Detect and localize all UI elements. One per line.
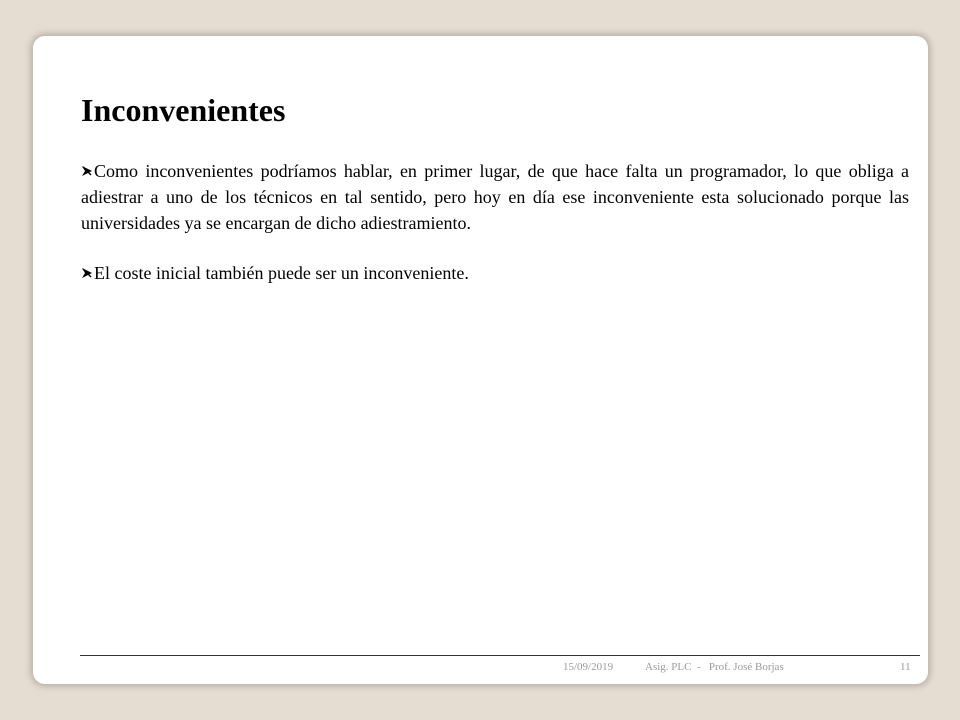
- bullet-text: Como inconvenientes podríamos hablar, en primer lugar, de que hace falta un programador, lo que obliga a adiestrar a uno de los técnicos en tal sentido, pero hoy en día ese inconveniente esta solucionado porque las universidades ya se encargan de dicho adiestramiento.: [81, 161, 909, 233]
- arrow-check-bullet-icon: [81, 164, 93, 178]
- bullet-item: [81, 260, 909, 286]
- arrow-check-bullet-icon: [81, 266, 93, 280]
- footer-divider: [80, 655, 920, 656]
- bullet-item: [81, 158, 909, 236]
- footer-course: Asig. PLC - Prof. José Borjas: [645, 661, 784, 673]
- footer-page-number: 11: [900, 661, 911, 673]
- footer-date: 15/09/2019: [563, 661, 614, 673]
- slide: [33, 36, 928, 684]
- slide-title: Inconvenientes: [81, 92, 286, 128]
- bullet-text: El coste inicial también puede ser un inconveniente.: [94, 263, 469, 283]
